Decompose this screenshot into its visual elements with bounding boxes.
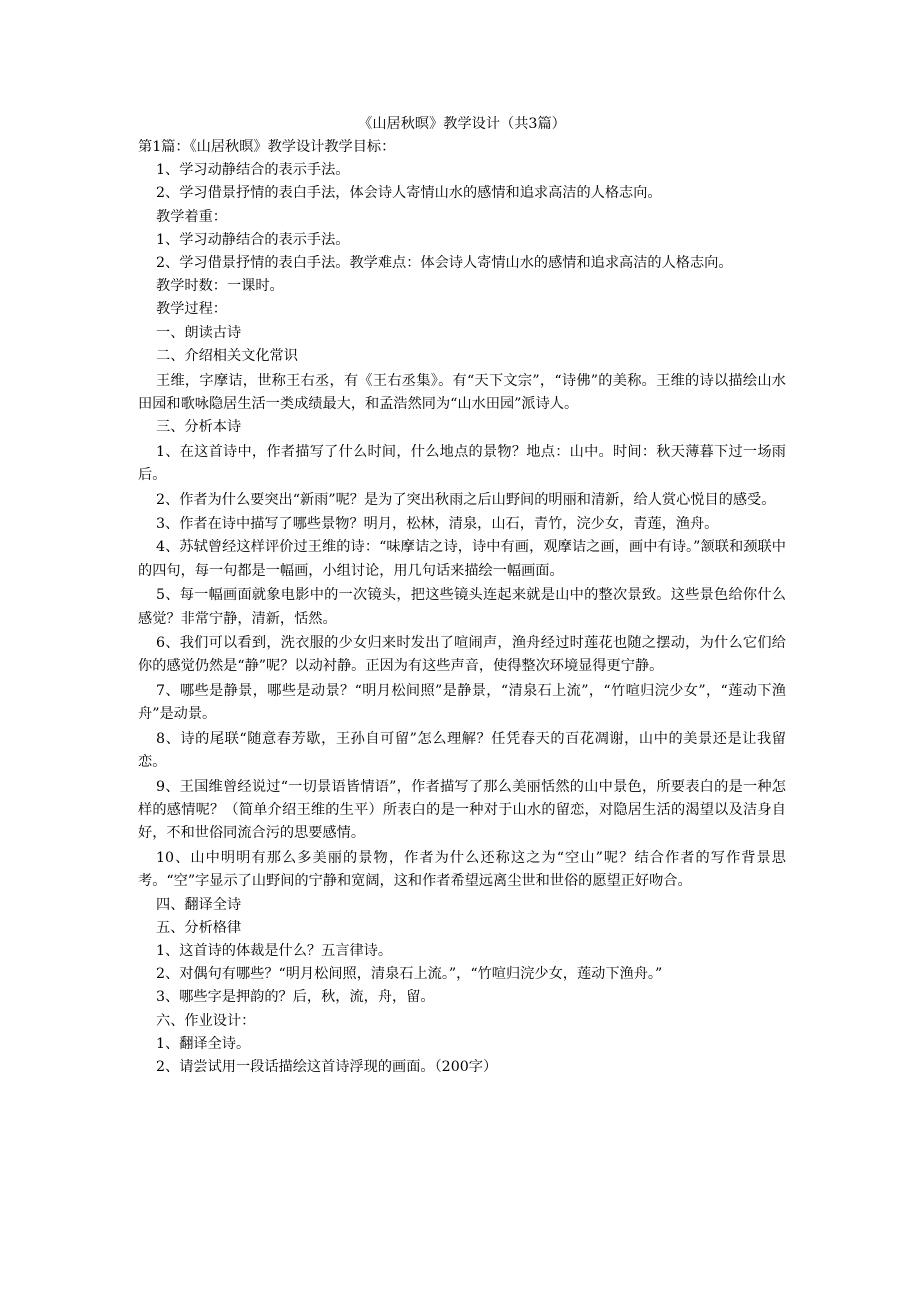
paragraph: 1、翻译全诗。 [156,1035,251,1052]
paragraph: 2、对偶句有哪些？“明月松间照，清泉石上流。”，“竹喧归浣少女，莲动下渔舟。” [156,966,663,983]
paragraph: 六、作业设计： [156,1012,256,1029]
paragraph: 2、学习借景抒情的表白手法。教学难点：体会诗人寄情山水的感情和追求高洁的人格志向。 [156,255,733,272]
paragraph: 教学着重： [156,208,227,225]
paragraph: 3、作者在诗中描写了哪些景物？明月，松林，清泉，山石，青竹，浣少女，青莲，渔舟。 [156,516,719,533]
paragraph: 教学时数：一课时。 [156,278,284,295]
paragraph: 5、每一幅画面就象电影中的一次镜头，把这些镜头连起来就是山中的整次景致。这些景色给你什么感觉？非常宁静，清新，恬然。 [138,587,786,627]
paragraph: 1、学习动静结合的表示手法。 [156,162,350,179]
document-page [138,112,786,1079]
paragraph: 四、翻译全诗 [156,896,242,913]
paragraph: 一、朗读古诗 [156,324,242,341]
paragraph: 王维，字摩诘，世称王右丞，有《王右丞集》。有“天下文宗”，“诗佛”的美称。王维的诗以描绘山水田园和歌咏隐居生活一类成绩最大，和孟浩然同为“山水田园”派诗人。 [138,372,786,412]
paragraph: 2、请尝试用一段话描绘这首诗浮现的画面。（200字） [156,1058,498,1075]
paragraph: 7、哪些是静景，哪些是动景？“明月松间照”是静景，“清泉石上流”，“竹喧归浣少女”，“莲动下渔舟”是动景。 [138,683,786,723]
paragraph: 教学过程： [156,301,227,318]
paragraph: 8、诗的尾联“随意春芳歇，王孙自可留”怎么理解？任凭春天的百花凋谢，山中的美景还是让我留恋。 [138,731,786,771]
paragraph: 2、学习借景抒情的表白手法，体会诗人寄情山水的感情和追求高洁的人格志向。 [156,185,662,202]
paragraph: 二、介绍相关文化常识 [156,347,298,364]
paragraph: 2、作者为什么要突出“新雨”呢？是为了突出秋雨之后山野间的明丽和清新，给人赏心悦目的感受。 [156,491,776,508]
paragraph: 6、我们可以看到，洗衣服的少女归来时发出了喧闹声，渔舟经过时莲花也随之摆动，为什么它们给你的感觉仍然是“静”呢？以动衬静。正因为有这些声音，使得整次环境显得更宁静。 [138,635,786,675]
paragraph: 1、学习动静结合的表示手法。 [156,231,350,248]
paragraph: 3、哪些字是押韵的？后，秋，流，舟，留。 [156,989,435,1006]
paragraph: 10、山中明明有那么多美丽的景物，作者为什么还称这之为“空山”呢？结合作者的写作背景思考。“空”字显示了山野间的宁静和宽阔，这和作者希望远离尘世和世俗的愿望正好吻合。 [138,850,786,890]
paragraph: 4、苏轼曾经这样评价过王维的诗：“味摩诘之诗，诗中有画，观摩诘之画，画中有诗。”颔联和颈联中的四句，每一句都是一幅画，小组讨论，用几句话来描绘一幅画面。 [138,539,786,579]
paragraph: 三、分析本诗 [156,418,242,435]
paragraph: 9、王国维曾经说过“一切景语皆情语”，作者描写了那么美丽恬然的山中景色，所要表白的是一种怎样的感情呢？（简单介绍王维的生平）所表白的是一种对于山水的留恋，对隐居生活的渴望以及洁身自好，不和世俗同流合污的思要感情。 [138,778,786,842]
paragraph: 1、这首诗的体裁是什么？五言律诗。 [156,942,393,959]
paragraph: 五、分析格律 [156,919,242,936]
section-heading: 第1篇：《山居秋暝》教学设计教学目标： [138,139,396,155]
document-title: 《山居秋暝》教学设计（共3篇） [358,116,566,132]
paragraph: 1、在这首诗中，作者描写了什么时间，什么地点的景物？地点：山中。时间：秋天薄暮下过一场雨后。 [138,443,786,483]
